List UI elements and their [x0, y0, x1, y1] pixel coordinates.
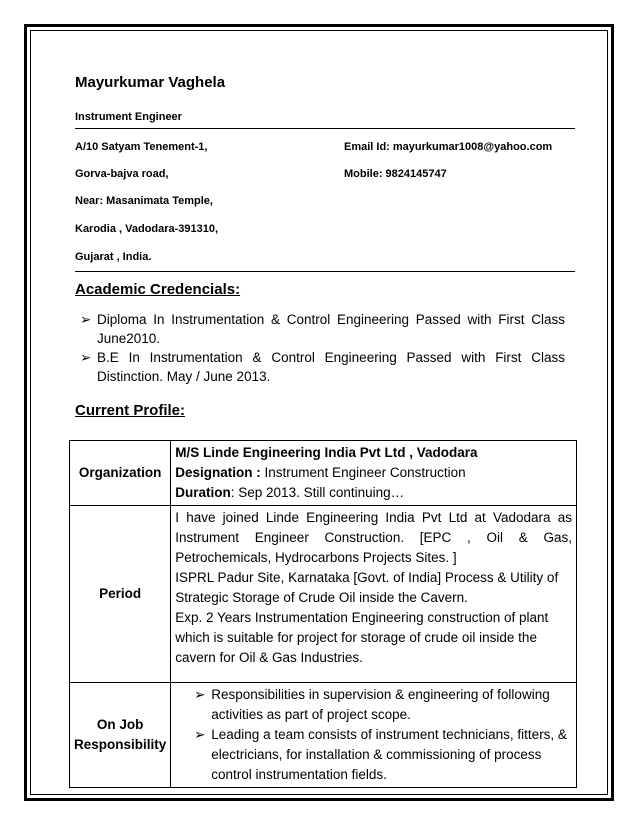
responsibility-item-text: Leading a team consists of instrument technicians, fitters, & electricians, for installation & commissioning of process control instrumentation fields. [211, 727, 567, 782]
arrow-bullet-icon: ➢ [194, 727, 206, 742]
address-line-4: Karodia , Vadodara-391310, [75, 223, 219, 235]
arrow-bullet-icon: ➢ [80, 312, 92, 327]
address-line-1: A/10 Satyam Tenement-1, [75, 141, 208, 153]
organization-cell [171, 441, 577, 506]
contact-divider [75, 271, 575, 272]
academic-heading-colon: : [235, 281, 241, 298]
duration-value: : Sep 2013. Still continuing… [230, 485, 405, 500]
address-line-2: Gorva-bajva road, [75, 168, 169, 180]
academic-list [75, 310, 565, 386]
designation-label: Designation : [175, 465, 261, 480]
responsibility-item-text: Responsibilities in supervision & engineering of following activities as part of project scope. [211, 687, 550, 722]
responsibility-item [189, 685, 572, 725]
arrow-bullet-icon: ➢ [194, 687, 206, 702]
email-text: Email Id: mayurkumar1008@yahoo.com [344, 141, 553, 153]
academic-item-text: B.E In Instrumentation & Control Engineering Passed with First Class Distinction. May / June 2013. [97, 350, 565, 384]
period-paragraph: ISPRL Padur Site, Karnataka [Govt. of India] Process & Utility of Strategic Storage of Crude Oil inside the Cavern. [175, 570, 559, 605]
responsibility-label-line2: Responsibility [74, 737, 167, 752]
responsibility-cell [171, 683, 577, 788]
profile-table [69, 440, 577, 788]
company-name: M/S Linde Engineering India Pvt Ltd , Vadodara [175, 445, 478, 460]
academic-item-text: Diploma In Instrumentation & Control Engineering Passed with First Class June2010. [97, 312, 565, 346]
profile-heading: Current Profile: [75, 402, 186, 419]
table-row-responsibility [70, 683, 577, 788]
period-paragraph: I have joined Linde Engineering India Pvt Ltd at Vadodara as Instrument Engineer Construction. [EPC , Oil & Gas, Petrochemicals, Hydrocarbons Projects Sites. ] [175, 510, 572, 565]
academic-item [75, 310, 565, 348]
arrow-bullet-icon: ➢ [80, 350, 92, 365]
academic-heading-text: Academic Credencials [75, 281, 236, 298]
address-line-5: Gujarat , India. [75, 251, 152, 263]
responsibility-label-line1: On Job [96, 717, 144, 732]
designation-line [175, 463, 572, 483]
period-cell [171, 506, 577, 683]
candidate-name: Mayurkumar Vaghela [75, 74, 226, 91]
mobile-text: Mobile: 9824145747 [344, 168, 447, 180]
organization-label: Organization [70, 441, 171, 506]
responsibility-list [175, 685, 572, 785]
designation-value: Instrument Engineer Construction [260, 465, 466, 480]
period-label: Period [70, 506, 171, 683]
responsibility-item [189, 725, 572, 785]
period-paragraph: Exp. 2 Years Instrumentation Engineering construction of plant which is suitable for project for storage of crude oil inside the cavern for Oil & Gas Industries. [175, 610, 549, 665]
academic-item [75, 348, 565, 386]
duration-line [175, 483, 572, 503]
address-line-3: Near: Masanimata Temple, [75, 195, 213, 207]
job-title: Instrument Engineer [75, 111, 182, 123]
table-row-period [70, 506, 577, 683]
table-row-organization [70, 441, 577, 506]
academic-heading [75, 281, 240, 298]
header-divider [75, 128, 575, 129]
duration-label: Duration [175, 485, 231, 500]
responsibility-label [70, 683, 171, 788]
